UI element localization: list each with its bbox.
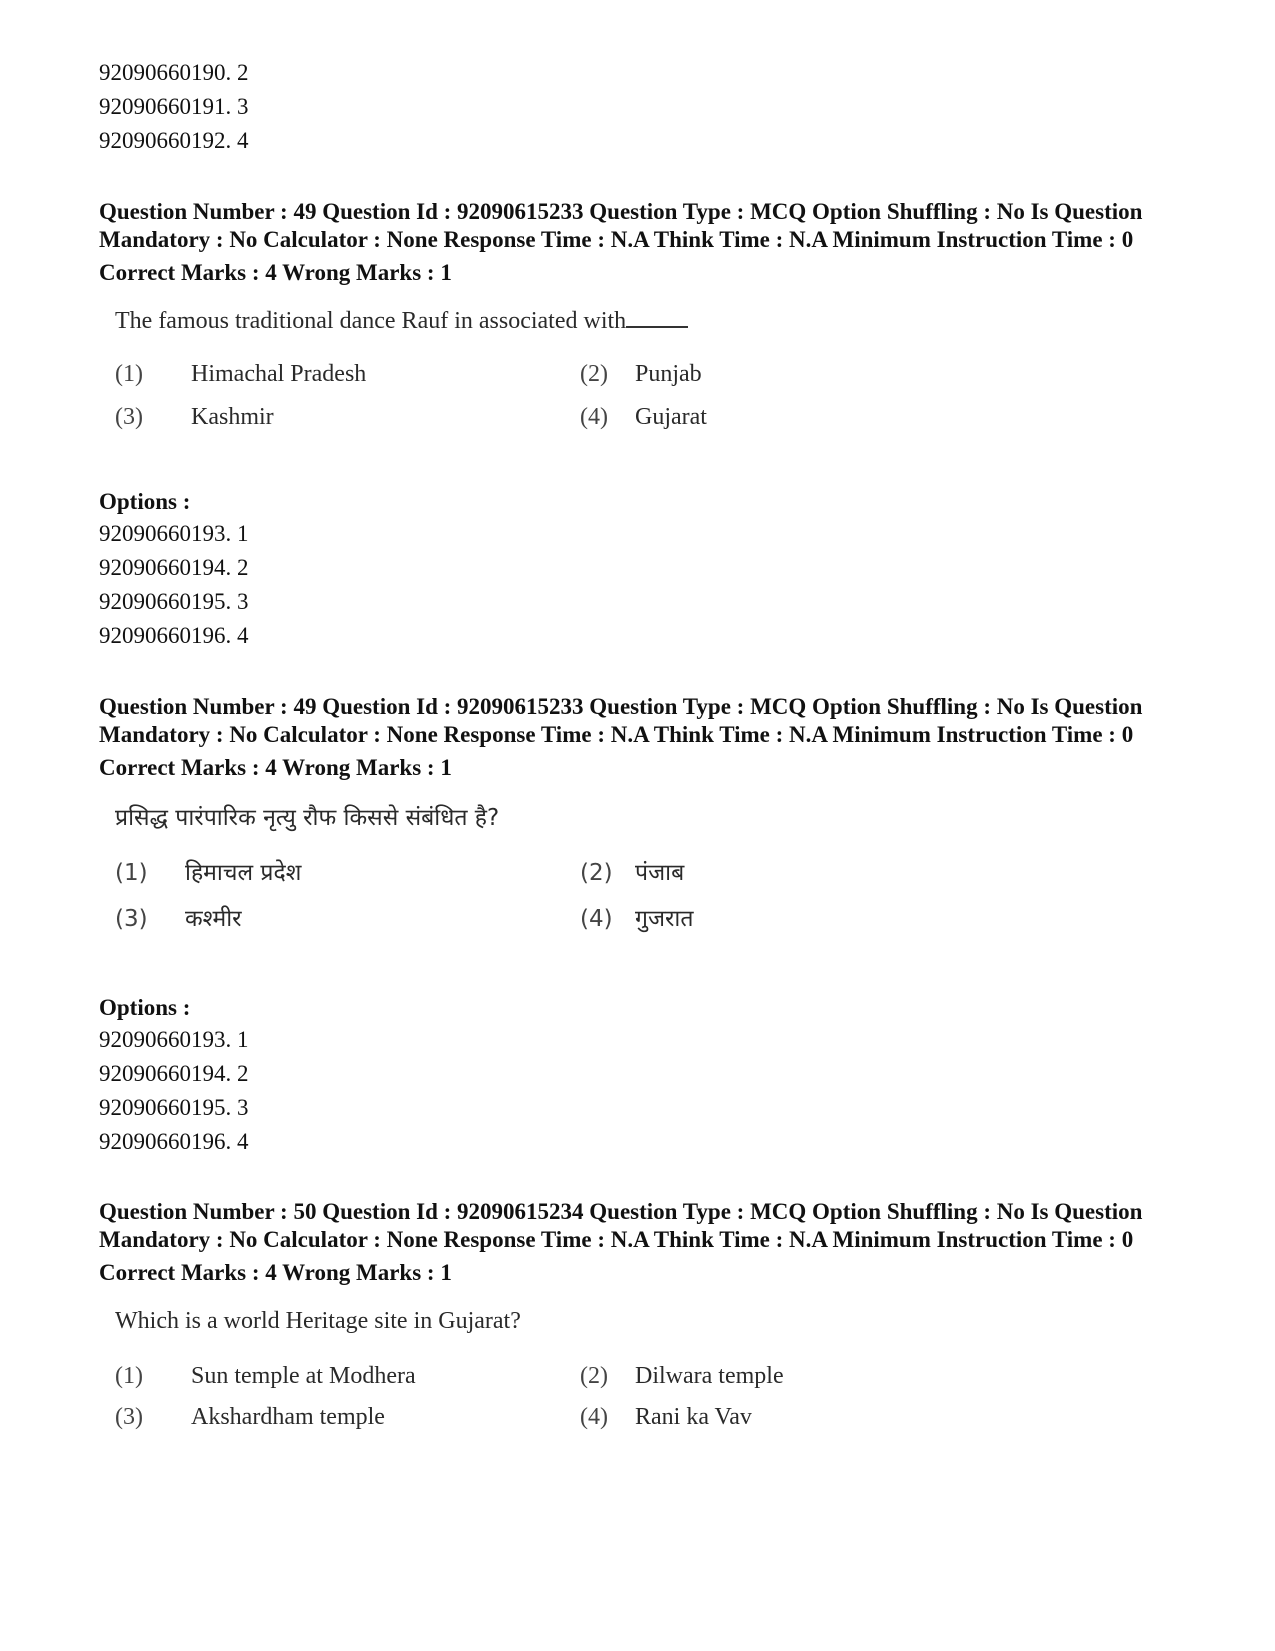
answer-choices [115,857,1149,945]
options-heading: Options : [99,489,191,514]
question-marks: Correct Marks : 4 Wrong Marks : 1 [99,755,452,780]
question-content [115,306,1149,446]
question-text: Which is a world Heritage site in Gujarat? [115,1308,521,1334]
question-meta: Question Number : 49 Question Id : 92090615233 Question Type : MCQ Option Shuffling : No Is Question Mandatory : No Calculator : None Response Time : N.A Think Time : N.A Minimum Instruction Time : 0 [99,199,1143,252]
answer-choices [115,358,1149,446]
options-list [99,487,249,653]
option-line: 92090660191. 3 [99,94,249,119]
option-line: 92090660193. 1 [99,521,249,546]
choice-1: (1) Himachal Pradesh [115,361,367,387]
choice-2: (2) पंजाब [580,860,685,886]
question-text: प्रसिद्ध पारंपारिक नृत्यु रौफ किससे संबंधित है? [115,805,500,831]
option-line: 92090660194. 2 [99,555,249,580]
choice-3: (3) Akshardham temple [115,1404,385,1430]
question-block-q49-hindi [99,693,1149,945]
options-list [99,993,249,1159]
choice-4: (4) गुजरात [580,906,694,932]
question-marks: Correct Marks : 4 Wrong Marks : 1 [99,1260,452,1285]
question-meta: Question Number : 49 Question Id : 92090615233 Question Type : MCQ Option Shuffling : No Is Question Mandatory : No Calculator : None Response Time : N.A Think Time : N.A Minimum Instruction Time : 0 [99,694,1143,747]
choice-1: (1) हिमाचल प्रदेश [115,860,302,886]
question-marks: Correct Marks : 4 Wrong Marks : 1 [99,260,452,285]
question-block-q49-english [99,198,1149,446]
option-line: 92090660194. 2 [99,1061,249,1086]
option-line: 92090660192. 4 [99,128,249,153]
question-meta: Question Number : 50 Question Id : 92090615234 Question Type : MCQ Option Shuffling : No Is Question Mandatory : No Calculator : None Response Time : N.A Think Time : N.A Minimum Instruction Time : 0 [99,1199,1143,1252]
option-line: 92090660195. 3 [99,589,249,614]
options-heading: Options : [99,995,191,1020]
option-line: 92090660195. 3 [99,1095,249,1120]
choice-3: (3) Kashmir [115,404,274,430]
question-content [115,803,1149,945]
choice-1: (1) Sun temple at Modhera [115,1363,416,1389]
option-line: 92090660193. 1 [99,1027,249,1052]
option-line: 92090660196. 4 [99,623,249,648]
answer-blank [626,306,688,328]
choice-2: (2) Dilwara temple [580,1363,784,1389]
choice-3: (3) कश्मीर [115,906,242,932]
answer-choices [115,1360,1149,1448]
question-text: The famous traditional dance Rauf in associated with [115,306,1149,336]
option-line: 92090660190. 2 [99,60,249,85]
choice-4: (4) Gujarat [580,404,707,430]
question-block-q50 [99,1198,1149,1448]
choice-2: (2) Punjab [580,361,702,387]
question-content [115,1306,1149,1448]
previous-options-list [99,56,249,158]
option-line: 92090660196. 4 [99,1129,249,1154]
choice-4: (4) Rani ka Vav [580,1404,752,1430]
